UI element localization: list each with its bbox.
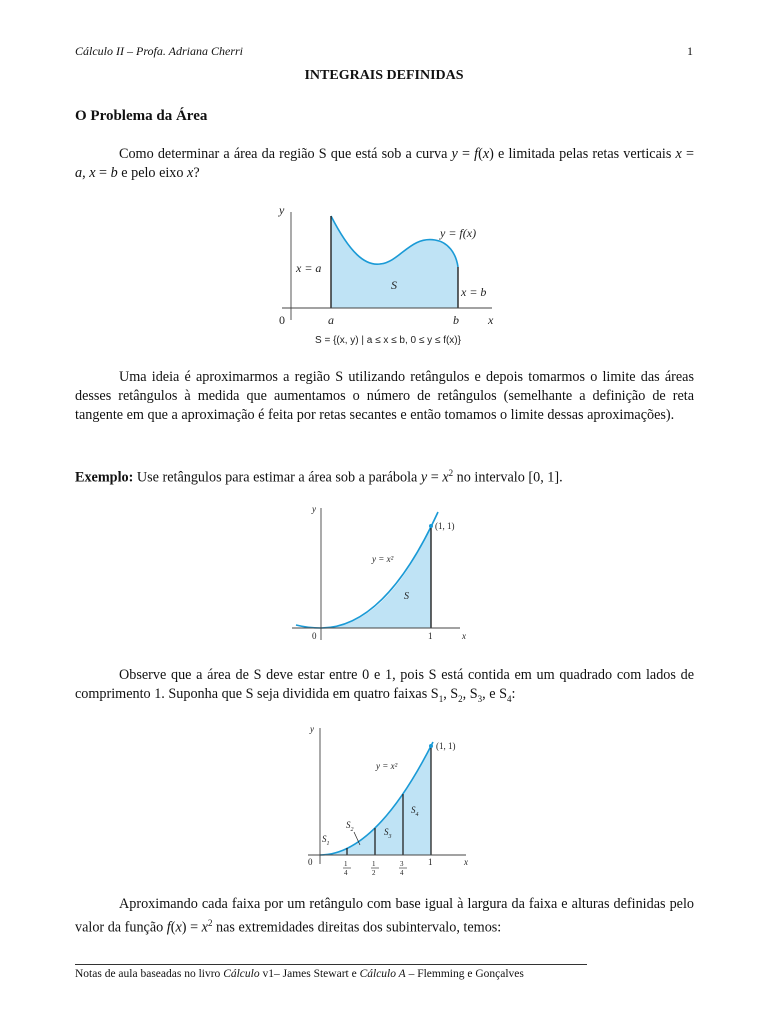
point-1-1 (429, 744, 433, 748)
point-1-1 (429, 524, 433, 528)
figure-parabola (288, 500, 488, 648)
x-axis-label: x (464, 857, 468, 867)
strip-label-s3: $S_3$ (384, 827, 392, 840)
point-label: (1, 1) (436, 741, 456, 751)
origin-label: 0 (312, 631, 317, 641)
region-label: S (404, 591, 409, 602)
footer-note: Notas de aula baseadas no livro Cálculo v1– James Stewart e Cálculo A – Flemming e Gonçalves (75, 968, 524, 980)
a-label: a (328, 313, 334, 327)
point-label: (1, 1) (435, 521, 455, 531)
origin-label: 0 (279, 313, 285, 327)
one-label: 1 (428, 631, 433, 641)
b-label: b (453, 313, 459, 327)
tick-half-num: 1 (372, 860, 376, 868)
page-title: INTEGRAIS DEFINIDAS (304, 68, 464, 83)
paragraph-idea: Uma ideia é aproximarmos a região S utilizando retângulos e depois tomarmos o limite das áreas desses retângulos à medida que aumentamos o número de retângulos (semelhante a definição de reta tangente em que a aproximação é feita por retas secantes e então tomamos o limite dessas aproximações). (75, 369, 694, 423)
y-axis-label: y (279, 203, 285, 217)
strip-label-s1: $S_1$ (322, 834, 330, 847)
page-number: 1 (687, 44, 693, 58)
region-label: S (391, 278, 397, 292)
section-title: O Problema da Área (75, 108, 208, 124)
y-axis-label: y (312, 504, 316, 514)
figure-four-strips (300, 722, 490, 882)
footer-rule (75, 964, 587, 965)
curve-label: y = x² (372, 554, 394, 564)
running-header: Cálculo II – Profa. Adriana Cherri (75, 44, 243, 58)
paragraph-example: Exemplo: Use retângulos para estimar a área sob a parábola $y = x^2$ no intervalo [0, 1]. (75, 468, 563, 486)
paragraph-approximation: Aproximando cada faixa por um retângulo com base igual à largura da faixa e alturas definidas pelo valor da função $f(x) = x^2$ nas extremidades direitas dos subintervalo, temos: (75, 896, 694, 936)
region-s-parabola (321, 526, 431, 628)
strip-label-s4: $S_4$ (411, 805, 419, 818)
curve-label: y = x² (376, 761, 398, 771)
region-s (331, 216, 458, 308)
tick-quarter-num: 1 (344, 860, 348, 868)
figure-area-under-curve (270, 198, 510, 348)
tick-quarter-den: 4 (344, 869, 348, 877)
y-axis-label: y (310, 724, 314, 734)
tick-three-quarters-den: 4 (400, 869, 404, 877)
tick-three-quarters-num: 3 (400, 860, 404, 868)
paragraph-area-question: Como determinar a área da região S que está sob a curva y = f(x) e limitada pelas retas verticais x = a, x = b e pelo eixo x? (75, 146, 694, 181)
curve-label: y = f(x) (440, 226, 477, 240)
origin-label: 0 (308, 857, 313, 867)
strip-label-s2: $S_2$ (346, 820, 354, 833)
x-eq-b-label: x = b (461, 285, 487, 299)
one-label: 1 (428, 857, 433, 867)
paragraph-strips: Observe que a área de S deve estar entre 0 e 1, pois S está contida em um quadrado com lados de comprimento 1. Suponha que S seja dividida em quatro faixas $S_1$, $S_2$, $S_3$, e $S_4$: (75, 667, 694, 704)
x-axis-label: x (462, 631, 466, 641)
x-eq-a-label: x = a (296, 261, 322, 275)
tick-half-den: 2 (372, 869, 376, 877)
set-caption: S = {(x, y) | a ≤ x ≤ b, 0 ≤ y ≤ f(x)} (315, 335, 461, 346)
x-axis-label: x (488, 313, 494, 327)
